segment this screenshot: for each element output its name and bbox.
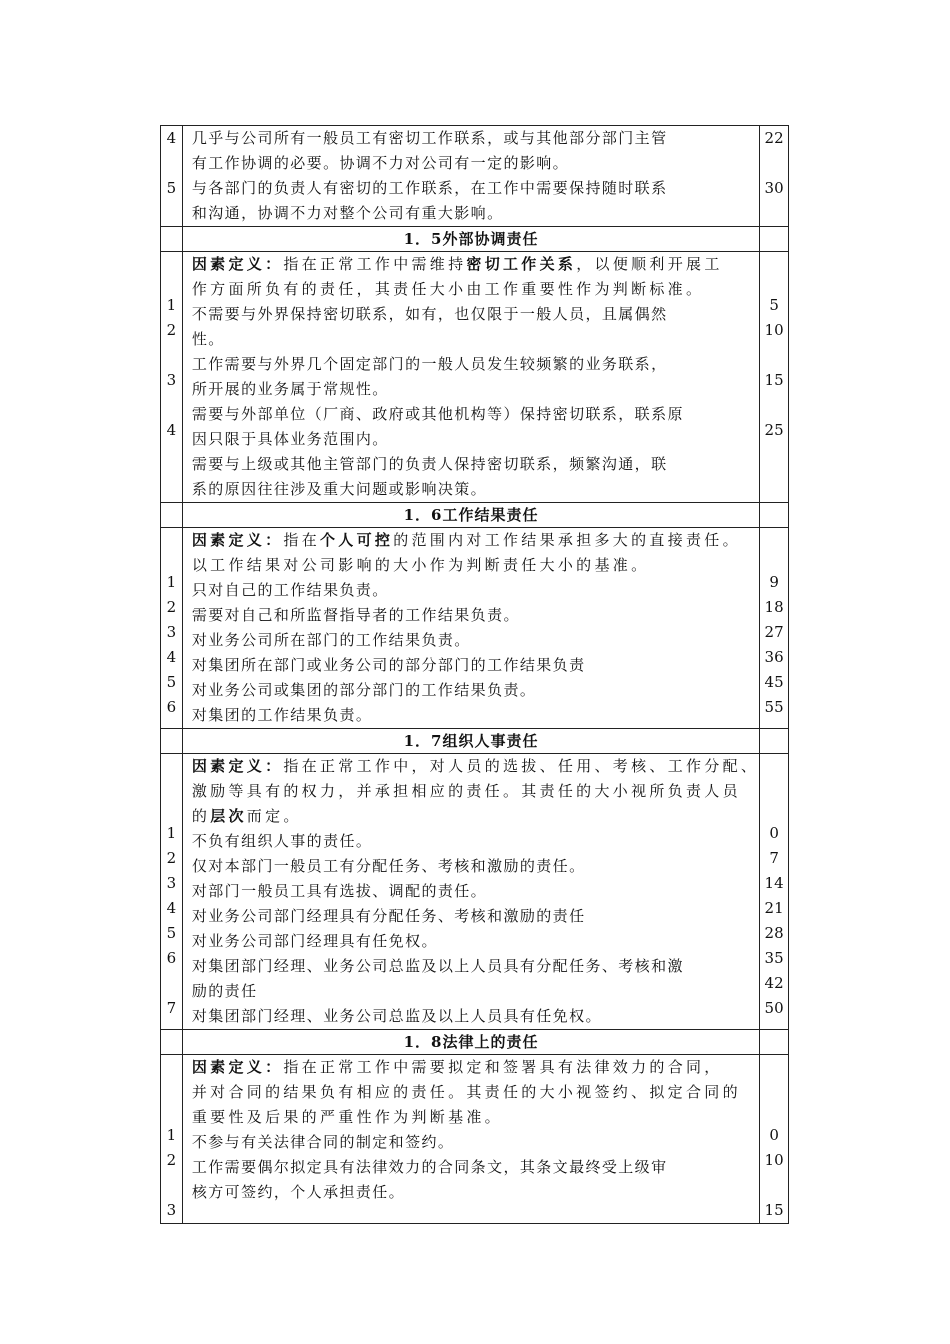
section-title: 1．7组织人事责任 xyxy=(182,729,759,754)
level-description-line xyxy=(192,653,759,678)
text-segment: 并对合同的结果负有相应的责任。其责任的大小视签约、拟定合同的 xyxy=(191,1083,741,1101)
level-cell-empty xyxy=(161,503,183,528)
text-segment: 对业务公司所在部门的工作结果负责。 xyxy=(191,631,471,649)
score-value: 55 xyxy=(764,698,784,716)
score-column xyxy=(760,754,789,1030)
score-value: 36 xyxy=(764,648,784,666)
level-number: 2 xyxy=(166,849,177,867)
score-column xyxy=(760,252,789,503)
level-description-line xyxy=(192,879,759,904)
score-value: 28 xyxy=(764,924,784,942)
section-title: 1．5外部协调责任 xyxy=(182,227,759,252)
level-number xyxy=(161,971,182,996)
section-header-row xyxy=(161,503,789,528)
text-segment: 作方面所负有的责任，其责任大小由工作重要性作为判断标准。 xyxy=(191,280,705,298)
level-number: 4 xyxy=(166,648,177,666)
bold-text: 密切工作关系 xyxy=(466,255,577,273)
level-number: 2 xyxy=(166,321,177,339)
level-number xyxy=(161,393,182,418)
text-segment: 需要对自己和所监督指导者的工作结果负责。 xyxy=(191,606,520,624)
text-segment: 对业务公司部门经理具有任免权。 xyxy=(191,932,438,950)
factor-definition-line xyxy=(192,553,759,578)
text-segment: 几乎与公司所有一般员工有密切工作联系，或与其他部分部门主管 xyxy=(191,129,668,147)
text-segment: 因只限于具体业务范围内。 xyxy=(191,430,389,448)
level-description-line xyxy=(192,904,759,929)
score-cell-empty xyxy=(760,227,789,252)
level-number: 2 xyxy=(166,598,177,616)
text-segment: 以工作结果对公司影响的大小作为判断责任大小的基准。 xyxy=(191,556,650,574)
level-description-line xyxy=(192,578,759,603)
level-description-line xyxy=(192,979,759,1004)
level-description-line xyxy=(192,854,759,879)
score-value: 30 xyxy=(764,179,784,197)
text-segment: 对集团部门经理、业务公司总监及以上人员具有任免权。 xyxy=(191,1007,602,1025)
section-body-row xyxy=(161,252,789,503)
level-number: 4 xyxy=(166,129,177,147)
factor-definition-line xyxy=(192,754,759,779)
level-column xyxy=(161,126,183,227)
score-column xyxy=(760,528,789,729)
score-value: 18 xyxy=(764,598,784,616)
text-segment: 所开展的业务属于常规性。 xyxy=(191,380,389,398)
section-body-row xyxy=(161,528,789,729)
level-description-line xyxy=(192,1004,759,1029)
score-column xyxy=(760,126,789,227)
text-segment: 的范围内对工作结果承担多大的直接责任。 xyxy=(393,531,741,549)
score-value: 5 xyxy=(769,296,779,314)
level-column xyxy=(161,1055,183,1224)
score-value xyxy=(760,393,788,418)
score-value xyxy=(760,201,788,226)
score-value: 21 xyxy=(764,899,784,917)
level-number xyxy=(161,201,182,226)
bold-text: 因素定义： xyxy=(191,1058,284,1076)
level-number: 4 xyxy=(166,421,177,439)
text-segment: 指在正常工作中，对人员的选拔、任用、考核、工作分配、 xyxy=(283,757,760,775)
level-column xyxy=(161,252,183,503)
text-segment: 不需要与外界保持密切联系，如有，也仅限于一般人员，且属偶然 xyxy=(191,305,668,323)
level-description-line xyxy=(192,703,759,728)
section-header-row xyxy=(161,227,789,252)
level-description-line xyxy=(192,402,759,427)
score-value: 50 xyxy=(764,999,784,1017)
factor-definition-line xyxy=(192,779,759,804)
level-description-line xyxy=(192,302,759,327)
text-segment: 性。 xyxy=(191,330,225,348)
text-segment: ，以便顺利开展工 xyxy=(576,255,723,273)
score-cell-empty xyxy=(760,503,789,528)
level-number: 1 xyxy=(166,1126,177,1144)
score-value: 25 xyxy=(764,421,784,439)
text-segment: 对集团所在部门或业务公司的部分部门的工作结果负责 xyxy=(191,656,586,674)
section-header-row xyxy=(161,729,789,754)
text-segment: 指在正常工作中需要拟定和签署具有法律效力的合同， xyxy=(283,1058,723,1076)
section-body-row xyxy=(161,754,789,1030)
factor-evaluation-table xyxy=(160,125,789,1224)
section-header-row xyxy=(161,1030,789,1055)
text-segment: 需要与上级或其他主管部门的负责人保持密切联系，频繁沟通，联 xyxy=(191,455,668,473)
level-description-line xyxy=(192,452,759,477)
score-value: 27 xyxy=(764,623,784,641)
level-number: 3 xyxy=(166,874,177,892)
score-value: 7 xyxy=(769,849,779,867)
bold-text: 层次 xyxy=(210,807,247,825)
score-value: 42 xyxy=(764,974,784,992)
text-segment: 重要性及后果的严重性作为判断基准。 xyxy=(191,1108,503,1126)
level-description-line xyxy=(192,954,759,979)
score-cell-empty xyxy=(760,1030,789,1055)
level-description-line xyxy=(192,126,759,151)
bold-text: 因素定义： xyxy=(191,531,284,549)
level-number xyxy=(161,1173,182,1198)
level-description-line xyxy=(192,1155,759,1180)
description-column xyxy=(182,1055,759,1224)
level-number: 1 xyxy=(166,296,177,314)
text-segment: 而定。 xyxy=(246,807,302,825)
factor-definition-line xyxy=(192,1055,759,1080)
text-segment: 核方可签约，个人承担责任。 xyxy=(191,1183,406,1201)
score-value: 10 xyxy=(764,1151,784,1169)
score-value xyxy=(760,151,788,176)
score-value: 0 xyxy=(769,824,779,842)
level-number: 3 xyxy=(166,623,177,641)
description-column xyxy=(182,528,759,729)
level-number: 4 xyxy=(166,899,177,917)
text-segment: 指在 xyxy=(283,531,320,549)
score-cell-empty xyxy=(760,729,789,754)
level-number: 6 xyxy=(166,949,177,967)
level-number xyxy=(161,343,182,368)
level-number: 7 xyxy=(166,999,177,1017)
text-segment: 只对自己的工作结果负责。 xyxy=(191,581,389,599)
text-segment: 对集团部门经理、业务公司总监及以上人员具有分配任务、考核和激 xyxy=(191,957,684,975)
score-value xyxy=(760,343,788,368)
level-number: 5 xyxy=(166,924,177,942)
score-value: 15 xyxy=(764,371,784,389)
text-segment: 与各部门的负责人有密切的工作联系，在工作中需要保持随时联系 xyxy=(191,179,668,197)
score-value: 35 xyxy=(764,949,784,967)
text-segment: 对业务公司部门经理具有分配任务、考核和激励的责任 xyxy=(191,907,586,925)
level-description-line xyxy=(192,151,759,176)
text-segment: 指在正常工作中需维持 xyxy=(283,255,467,273)
text-segment: 对部门一般员工具有选拔、调配的责任。 xyxy=(191,882,488,900)
text-segment: 系的原因往往涉及重大问题或影响决策。 xyxy=(191,480,488,498)
level-number xyxy=(161,151,182,176)
level-description-line xyxy=(192,352,759,377)
level-description-line xyxy=(192,1130,759,1155)
level-description-line xyxy=(192,678,759,703)
section-body-row xyxy=(161,1055,789,1224)
level-number: 1 xyxy=(166,573,177,591)
level-cell-empty xyxy=(161,1030,183,1055)
level-number: 1 xyxy=(166,824,177,842)
section-title: 1．6工作结果责任 xyxy=(182,503,759,528)
description-column xyxy=(182,126,759,227)
text-segment: 有工作协调的必要。协调不力对公司有一定的影响。 xyxy=(191,154,570,172)
text-segment: 对集团的工作结果负责。 xyxy=(191,706,373,724)
level-description-line xyxy=(192,377,759,402)
level-column xyxy=(161,754,183,1030)
section-body-row xyxy=(161,126,789,227)
score-value: 14 xyxy=(764,874,784,892)
text-segment: 对业务公司或集团的部分部门的工作结果负责。 xyxy=(191,681,537,699)
text-segment: 需要与外部单位（厂商、政府或其他机构等）保持密切联系，联系原 xyxy=(191,405,684,423)
score-value: 0 xyxy=(769,1126,779,1144)
level-description-line xyxy=(192,628,759,653)
score-column xyxy=(760,1055,789,1224)
score-value: 22 xyxy=(764,129,784,147)
text-segment: 励的责任 xyxy=(191,982,258,1000)
level-number: 3 xyxy=(166,371,177,389)
level-number: 2 xyxy=(166,1151,177,1169)
bold-text: 因素定义： xyxy=(191,255,284,273)
factor-definition-line xyxy=(192,1105,759,1130)
score-value: 10 xyxy=(764,321,784,339)
section-title: 1．8法律上的责任 xyxy=(182,1030,759,1055)
level-description-line xyxy=(192,929,759,954)
level-number: 6 xyxy=(166,698,177,716)
level-column xyxy=(161,528,183,729)
level-number: 5 xyxy=(166,179,177,197)
text-segment: 激励等具有的权力，并承担相应的责任。其责任的大小视所负责人员 xyxy=(191,782,741,800)
score-value: 15 xyxy=(764,1201,784,1219)
level-number: 5 xyxy=(166,673,177,691)
level-description-line xyxy=(192,201,759,226)
level-cell-empty xyxy=(161,227,183,252)
text-segment: 不参与有关法律合同的制定和签约。 xyxy=(191,1133,455,1151)
bold-text: 个人可控 xyxy=(320,531,394,549)
text-segment: 不负有组织人事的责任。 xyxy=(191,832,373,850)
level-cell-empty xyxy=(161,729,183,754)
description-column xyxy=(182,252,759,503)
factor-definition-line xyxy=(192,252,759,277)
factor-definition-line xyxy=(192,277,759,302)
level-description-line xyxy=(192,176,759,201)
score-value: 9 xyxy=(769,573,779,591)
level-description-line xyxy=(192,1180,759,1205)
description-column xyxy=(182,754,759,1030)
text-segment: 和沟通，协调不力对整个公司有重大影响。 xyxy=(191,204,504,222)
text-segment: 的 xyxy=(191,807,211,825)
level-description-line xyxy=(192,603,759,628)
level-number: 3 xyxy=(166,1201,177,1219)
level-description-line xyxy=(192,829,759,854)
bold-text: 因素定义： xyxy=(191,757,284,775)
text-segment: 工作需要与外界几个固定部门的一般人员发生较频繁的业务联系， xyxy=(191,355,668,373)
text-segment: 仅对本部门一般员工有分配任务、考核和激励的责任。 xyxy=(191,857,586,875)
factor-definition-line xyxy=(192,1080,759,1105)
text-segment: 工作需要偶尔拟定具有法律效力的合同条文，其条文最终受上级审 xyxy=(191,1158,668,1176)
score-value xyxy=(760,1173,788,1198)
factor-definition-line xyxy=(192,528,759,553)
level-description-line xyxy=(192,427,759,452)
factor-definition-line xyxy=(192,804,759,829)
level-description-line xyxy=(192,477,759,502)
level-description-line xyxy=(192,327,759,352)
score-value: 45 xyxy=(764,673,784,691)
